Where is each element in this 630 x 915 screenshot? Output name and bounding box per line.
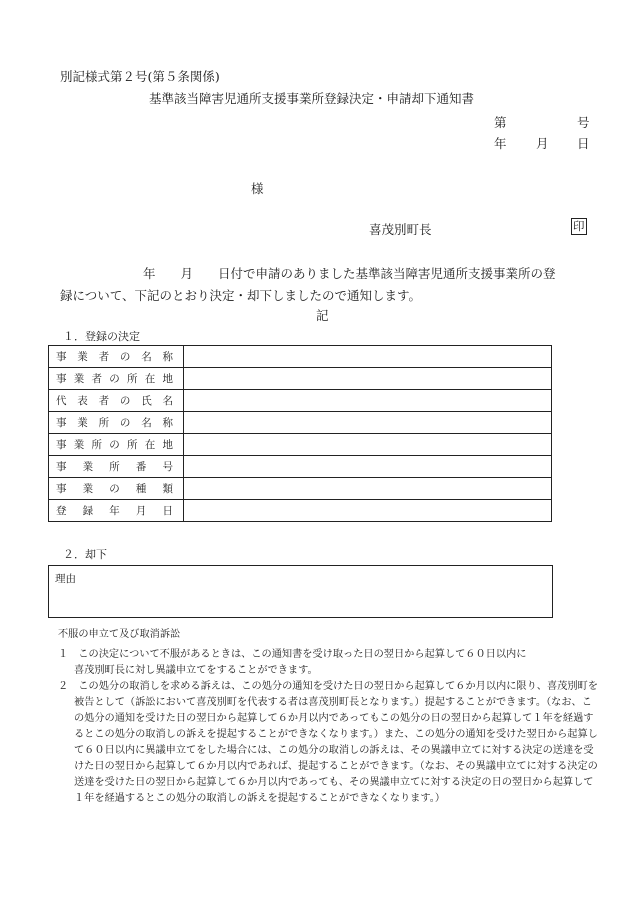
note-1-line-1: この決定について不服があるときは、この通知書を受け取った日の翌日から起算して６０日以内に <box>78 649 527 660</box>
reason-label: 理由 <box>55 573 76 585</box>
ki-marker: 記 <box>316 308 329 323</box>
row-label-text: 事 業 者 の 名 称 <box>56 351 173 363</box>
body-line-1: 年 月 日付で申請のありました基準該当障害児通所支援事業所の登 <box>143 266 556 281</box>
appeal-notes <box>58 627 598 807</box>
registration-row <box>49 368 552 390</box>
row-label <box>49 346 184 368</box>
date-month: 月 <box>536 136 549 151</box>
row-label-text: 代 表 者 の 氏 名 <box>56 395 173 407</box>
row-label-text: 事 業 所 番 号 <box>56 461 173 473</box>
row-value-field[interactable] <box>184 500 552 522</box>
row-label <box>49 478 184 500</box>
note-2-text: この処分の取消しを求める訴えは、この処分の通知を受けた日の翌日から起算して６か月以内に限り、喜茂別町を被告として（訴訟において喜茂別町を代表する者は喜茂別町長となります。）提起することができます。（なお、この処分の通知を受けた日の翌日から起算して６か月以内であってもこの処分の日の翌日から起算して１年を経過するとこの処分の取消しの訴えを提起することができなくなります。）また、この処分の通知を受けた翌日から起算して６０日以内に異議申立てをした場合には、この処分の取消しの訴えは、その異議申立てに対する決定の送達を受けた日の翌日から起算して６か月以内であれば、提起することができます。（なお、その異議申立てに対する決定の送達を受けた日の翌日から起算して６か月以内であっても、その異議申立てに対する決定の日の翌日から起算して１年を経過するとこの処分の取消しの訴えを提起することができなくなります。） <box>74 681 598 804</box>
row-label <box>49 500 184 522</box>
registration-row <box>49 412 552 434</box>
note-item-2 <box>58 679 598 807</box>
row-label-text: 事 業 所 の 所 在 地 <box>56 439 173 451</box>
row-value-field[interactable] <box>184 478 552 500</box>
section-1-title: １．登録の決定 <box>63 330 140 343</box>
note-1-number: １ <box>58 649 69 660</box>
note-item-1 <box>58 647 598 679</box>
row-label <box>49 368 184 390</box>
registration-row <box>49 456 552 478</box>
registration-row <box>49 390 552 412</box>
note-2-number: ２ <box>58 681 69 692</box>
row-label <box>49 456 184 478</box>
row-value-field[interactable] <box>184 456 552 478</box>
row-value-field[interactable] <box>184 368 552 390</box>
row-value-field[interactable] <box>184 346 552 368</box>
registration-row <box>49 500 552 522</box>
row-label-text: 登 録 年 月 日 <box>56 505 173 517</box>
registration-row <box>49 478 552 500</box>
row-label-text: 事 業 所 の 名 称 <box>56 417 173 429</box>
date-day: 日 <box>577 136 590 151</box>
row-label <box>49 434 184 456</box>
row-value-field[interactable] <box>184 412 552 434</box>
row-value-field[interactable] <box>184 434 552 456</box>
doc-number-dai: 第 <box>494 115 507 130</box>
form-reference: 別記様式第２号(第５条関係) <box>60 69 220 84</box>
section-2-title: ２．却下 <box>63 548 107 561</box>
notes-title: 不服の申立て及び取消訴訟 <box>58 629 181 640</box>
registration-row <box>49 346 552 368</box>
document-title: 基準該当障害児通所支援事業所登録決定・申請却下通知書 <box>149 91 475 106</box>
reason-box[interactable] <box>48 565 553 618</box>
note-1-line-2: 喜茂別町長に対し異議申立てをすることができます。 <box>74 665 318 676</box>
row-label <box>49 412 184 434</box>
addressee-honorific: 様 <box>251 181 264 196</box>
registration-row <box>49 434 552 456</box>
registration-table <box>48 345 552 522</box>
row-label-text: 事 業 者 の 所 在 地 <box>56 373 173 385</box>
body-line-2: 録について、下記のとおり決定・却下しましたので通知します。 <box>60 288 422 303</box>
row-label-text: 事 業 の 種 類 <box>56 483 173 495</box>
sender-name: 喜茂別町長 <box>369 222 432 237</box>
date-year: 年 <box>494 136 507 151</box>
doc-number-go: 号 <box>577 115 590 130</box>
row-value-field[interactable] <box>184 390 552 412</box>
seal-mark: 印 <box>573 219 585 233</box>
row-label <box>49 390 184 412</box>
